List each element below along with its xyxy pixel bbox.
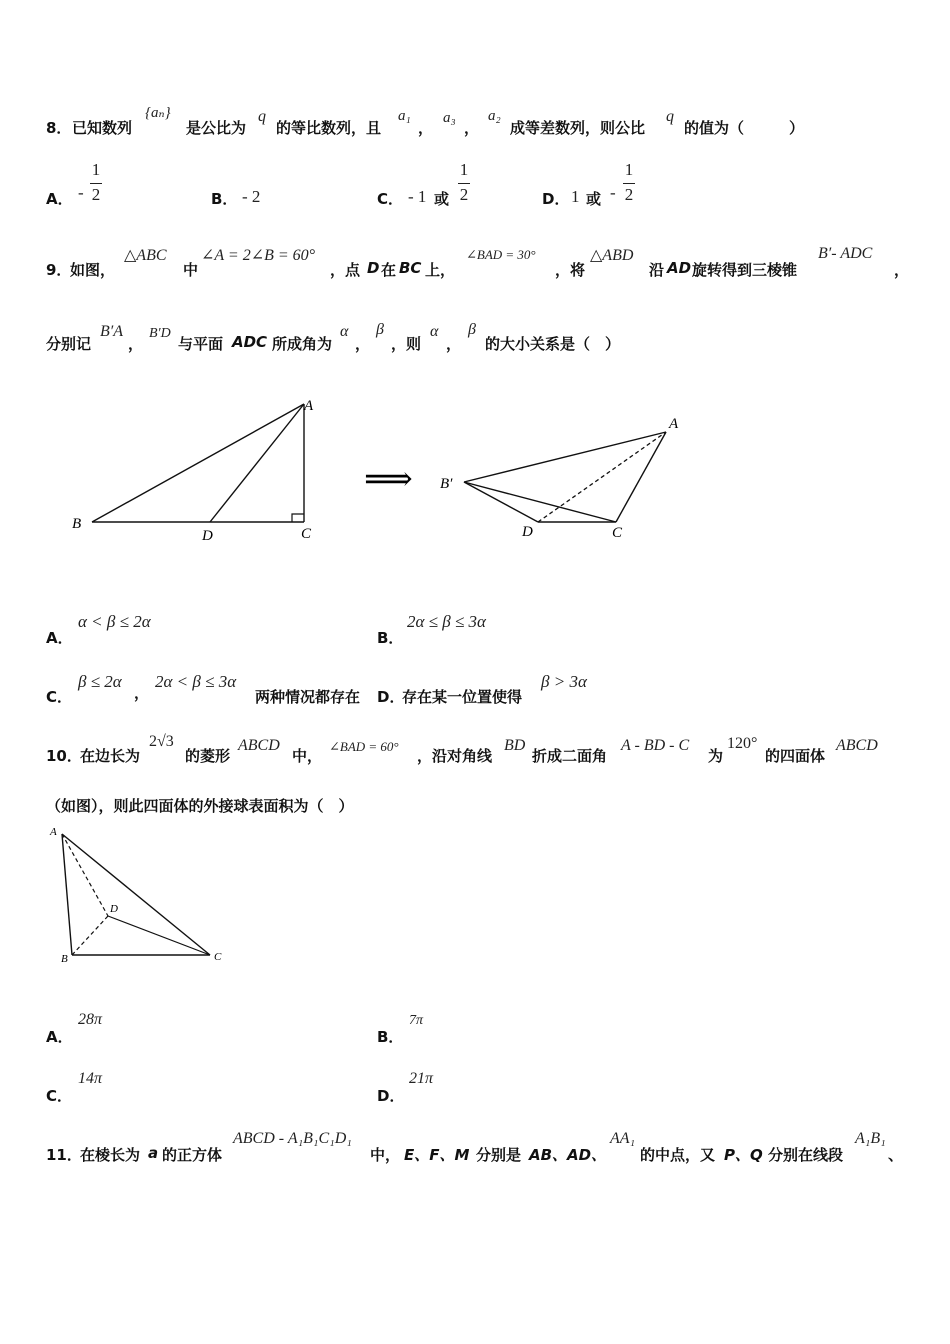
q9-line2-plane-adc: ADC: [232, 333, 268, 351]
q11-number: 11．: [46, 1146, 82, 1164]
q10-number: 10．: [46, 747, 82, 765]
q9-line2-text-5: 的大小关系是（ ）: [485, 335, 621, 353]
q9-line2-comma-2: ，: [355, 335, 371, 353]
q8-option-c-or: 或: [434, 190, 450, 208]
q11-segment-aa1: AA₁: [610, 1130, 636, 1147]
q8-sequence: {aₙ}: [145, 105, 171, 121]
q9-line2-text-2: 与平面: [178, 335, 224, 353]
q9-triangle-abc: △ABC: [124, 247, 167, 264]
q8-option-b-value: - 2: [242, 187, 261, 206]
q10-dihedral: A - BD - C: [621, 737, 690, 754]
q9-left-edge-ba: [92, 404, 304, 522]
q10-option-a-expr: 28π: [78, 1011, 103, 1028]
q9-right-label-b-prime: B′: [440, 476, 453, 492]
q10-label-a: A: [50, 826, 57, 838]
q10-edge-dc: [108, 916, 210, 955]
q10-tetrahedron-figure: [46, 822, 236, 972]
q9-text-4: 在: [381, 261, 397, 279]
q8-option-d-denominator: 2: [624, 185, 634, 204]
q9-option-d-label: D．: [377, 688, 405, 706]
q10-edge-bd-dashed: [72, 916, 108, 955]
q11-text-7: 、: [888, 1146, 904, 1164]
q11-segments: AB、AD、: [529, 1146, 607, 1164]
q11-text-4: 分别是: [476, 1146, 522, 1164]
q10-option-c-label: C．: [46, 1087, 73, 1105]
q11-text-2: 的正方体: [162, 1146, 223, 1164]
q8-option-d-label: D．: [542, 190, 570, 208]
q8-text-5: 的值为（ ）: [684, 119, 805, 137]
q9-text-5: 上，: [425, 261, 456, 279]
q10-label-d: D: [110, 903, 118, 915]
q9-option-c-label: C．: [46, 688, 73, 706]
q9-line2-text-1: 分别记: [46, 335, 92, 353]
q8-comma-1: ，: [418, 119, 434, 137]
q9-line2-text-3: 所成角为: [272, 335, 333, 353]
q11-points-efm: E、F、M: [404, 1146, 470, 1164]
q10-tetrahedron-abcd: ABCD: [836, 737, 878, 754]
q9-right-edge-ba: [464, 432, 666, 482]
q9-text-6: ，将: [555, 261, 586, 279]
q8-option-c-denominator: 2: [459, 185, 469, 204]
q8-option-d-or: 或: [586, 190, 602, 208]
q11-text-6: 分别在线段: [768, 1146, 844, 1164]
q8-option-a-denominator: 2: [91, 185, 101, 204]
q9-segment-bc: BC: [399, 259, 422, 277]
q8-option-a-fraction-bar: [90, 183, 102, 184]
q8-option-d-value: 1: [571, 187, 580, 206]
q9-option-a-expr: α < β ≤ 2α: [78, 612, 151, 631]
q11-segment-a1b1: A₁B₁: [855, 1130, 886, 1147]
q8-q-2: q: [666, 108, 674, 125]
q9-option-c-expr-2: 2α < β ≤ 3α: [155, 672, 237, 691]
q9-text-1: 如图，: [70, 261, 116, 279]
q9-number: 9．: [46, 261, 72, 279]
q9-pyramid: B′- ADC: [818, 245, 873, 262]
q8-option-c-value: - 1: [408, 187, 427, 206]
q9-left-label-b: B: [72, 516, 82, 532]
q9-right-edge-bd: [464, 482, 538, 522]
q9-left-triangle-figure: [72, 398, 314, 544]
q10-option-c-expr: 14π: [78, 1070, 103, 1087]
q9-right-edge-ac: [616, 432, 666, 522]
q8-option-d-sign: -: [610, 183, 616, 202]
q9-triangle-abd: △ABD: [590, 247, 634, 264]
q9-option-b-expr: 2α ≤ β ≤ 3α: [407, 612, 486, 631]
q10-rhombus-abcd: ABCD: [238, 737, 280, 754]
q10-option-d-expr: 21π: [409, 1070, 434, 1087]
q10-diagonal-bd: BD: [504, 737, 526, 754]
q11-text-3: 中，: [370, 1146, 401, 1164]
q8-option-c-fraction-bar: [458, 183, 470, 184]
q9-angle-bad: ∠BAD = 30°: [466, 247, 536, 262]
q9-option-c-separator: ，: [134, 684, 150, 702]
q10-edge-ac: [62, 834, 210, 955]
q10-label-b: B: [61, 953, 68, 965]
q9-text-8: 旋转得到三棱锥: [692, 261, 798, 279]
q10-text-4: ，沿对角线: [417, 747, 493, 765]
q9-left-edge-ad: [210, 404, 304, 522]
q9-line2-bd: B′D: [149, 326, 171, 341]
q10-option-b-expr: 7π: [409, 1013, 424, 1028]
q8-comma-2: ，: [464, 119, 480, 137]
q9-left-right-angle-mark: [292, 514, 304, 522]
q8-text-4: 成等差数列，则公比: [510, 119, 646, 137]
q8-option-c-label: C．: [377, 190, 404, 208]
q10-angle-bad: ∠BAD = 60°: [329, 739, 399, 754]
q9-line2-ba: B′A: [100, 323, 124, 340]
q9-line2-alpha: α: [340, 323, 349, 340]
q8-a2: a₂: [488, 108, 501, 124]
q9-point-d: D: [367, 259, 380, 277]
q9-option-b-label: B．: [377, 629, 404, 647]
q9-transform-arrow: ⟹: [364, 461, 413, 498]
q9-option-d-expr: β > 3α: [541, 672, 587, 691]
q8-option-d-fraction-bar: [623, 183, 635, 184]
q9-right-edge-ad-dashed: [538, 432, 666, 522]
q9-right-label-d: D: [522, 524, 533, 540]
q8-a1: a₁: [398, 108, 411, 124]
q8-text-3: 的等比数列，且: [276, 119, 382, 137]
q9-right-label-c: C: [612, 525, 623, 541]
q10-text-1: 在边长为: [80, 747, 141, 765]
q9-right-edge-bc: [464, 482, 616, 522]
q8-text-1: 已知数列: [72, 119, 133, 137]
q9-option-c-tail: 两种情况都存在: [255, 688, 361, 706]
q9-line2-text-4: ，则: [391, 335, 422, 353]
q10-text-3: 中，: [292, 747, 323, 765]
q9-figures: [60, 390, 700, 550]
q10-text-2: 的菱形: [185, 747, 231, 765]
q9-text-9: ，: [894, 261, 910, 279]
q8-option-a-label: A．: [46, 190, 73, 208]
q9-text-7: 沿: [649, 261, 665, 279]
q11-cube: ABCD - A₁B₁C₁D₁: [233, 1130, 352, 1147]
q11-text-5: 的中点，又: [640, 1146, 716, 1164]
q11-points-pq: P、Q: [724, 1146, 763, 1164]
q10-edge-ab: [62, 834, 72, 955]
q9-option-c-expr-1: β ≤ 2α: [78, 672, 122, 691]
q9-left-label-a: A: [304, 398, 314, 414]
q8-text-2: 是公比为: [186, 119, 247, 137]
q9-angles: ∠A = 2∠B = 60°: [201, 247, 316, 264]
q10-edge-ad-dashed: [62, 834, 108, 916]
q10-option-d-label: D．: [377, 1087, 405, 1105]
q9-text-2: 中: [183, 261, 199, 279]
q9-segment-ad: AD: [667, 259, 692, 277]
q8-a3: a₃: [443, 110, 456, 126]
q9-right-label-a: A: [669, 416, 679, 432]
q8-q: q: [258, 108, 266, 125]
q9-line2-comma-1: ，: [128, 335, 144, 353]
q10-line-2: （如图），则此四面体的外接球表面积为（ ）: [46, 797, 354, 815]
q8-number: 8．: [46, 119, 72, 137]
q9-right-pyramid-figure: [440, 416, 679, 541]
q9-line2-alpha-2: α: [430, 323, 439, 340]
q10-option-b-label: B．: [377, 1028, 404, 1046]
q10-side-length: 2√3: [149, 733, 174, 750]
q9-left-label-c: C: [301, 526, 312, 542]
q8-option-a-numerator: 1: [91, 160, 101, 179]
q9-option-d-text: 存在某一位置使得: [402, 688, 523, 706]
q9-option-a-label: A．: [46, 629, 73, 647]
q11-text-1: 在棱长为: [80, 1146, 141, 1164]
q10-angle-120: 120°: [727, 735, 758, 752]
q11-edge-a: a: [148, 1144, 159, 1162]
q8-option-d-numerator: 1: [624, 160, 634, 179]
q8-option-a-sign: -: [78, 183, 84, 202]
q9-left-label-d: D: [202, 528, 213, 544]
q10-text-5: 折成二面角: [532, 747, 608, 765]
q9-line2-beta: β: [376, 321, 384, 338]
q10-text-6: 为: [708, 747, 724, 765]
q10-text-7: 的四面体: [765, 747, 826, 765]
q8-option-c-numerator: 1: [459, 160, 469, 179]
q9-line2-beta-2: β: [468, 321, 476, 338]
q8-option-b-label: B．: [211, 190, 238, 208]
q10-option-a-label: A．: [46, 1028, 73, 1046]
q9-text-3: ，点: [330, 261, 361, 279]
q10-label-c: C: [214, 951, 222, 963]
q9-line2-comma-3: ，: [446, 335, 462, 353]
